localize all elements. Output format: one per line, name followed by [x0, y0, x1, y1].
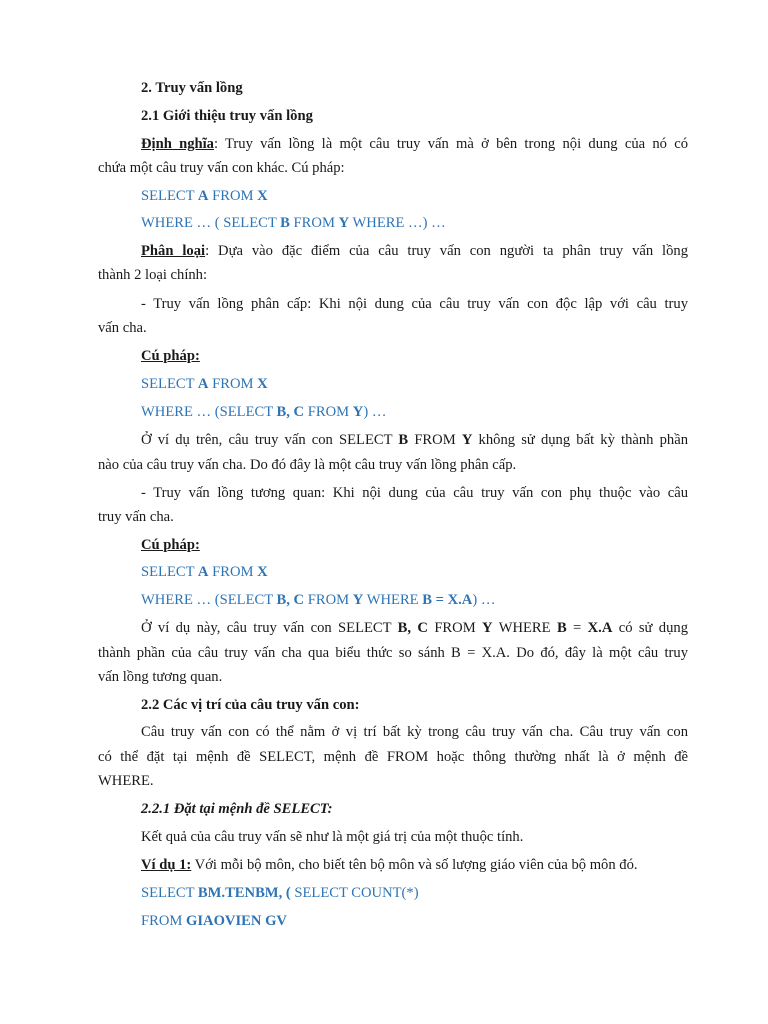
example2-line3: vấn lồng tương quan.: [98, 669, 223, 685]
positions-line3: WHERE.: [98, 773, 154, 789]
syntax-label-1: Cú pháp:: [141, 348, 200, 364]
heading-2: 2. Truy vấn lồng: [141, 80, 243, 96]
type2-line1: - Truy vấn lồng tương quan: Khi nội dung của câu truy vấn con phụ thuộc vào câu: [141, 485, 688, 501]
syntax1-line1: SELECT A FROM X: [141, 188, 268, 204]
heading-2-2: 2.2 Các vị trí của câu truy vấn con:: [141, 697, 360, 713]
result-text: Kết quả của câu truy vấn sẽ như là một giá trị của một thuộc tính.: [141, 829, 524, 845]
type1-line2: vấn cha.: [98, 320, 147, 336]
example1-line2: nào của câu truy vấn cha. Do đó đây là một câu truy vấn lồng phân cấp.: [98, 457, 517, 473]
example2-line1: Ở ví dụ này, câu truy vấn con SELECT B, C FROM Y WHERE B = X.A có sử dụng: [141, 620, 688, 636]
syntax3-line2: WHERE … (SELECT B, C FROM Y WHERE B = X.A) …: [141, 592, 496, 608]
syntax2-line2: WHERE … (SELECT B, C FROM Y) …: [141, 404, 387, 420]
syntax2-line1: SELECT A FROM X: [141, 376, 268, 392]
definition-label: Định nghĩa: [141, 136, 214, 152]
heading-2-1: 2.1 Giới thiệu truy vấn lồng: [141, 108, 313, 124]
syntax4-line1: SELECT BM.TENBM, ( SELECT COUNT(*): [141, 885, 419, 901]
definition-paragraph-line1: Định nghĩa: Truy vấn lồng là một câu truy vấn mà ở bên trong nội dung của nó có: [141, 136, 688, 152]
positions-line2: có thể đặt tại mệnh đề SELECT, mệnh đề FROM hoặc thông thường nhất là ở mệnh đề: [98, 749, 688, 765]
heading-2-2-1: 2.2.1 Đặt tại mệnh đề SELECT:: [141, 801, 333, 817]
classification-line1: Phân loại: Dựa vào đặc điểm của câu truy vấn con người ta phân truy vấn lồng: [141, 243, 688, 259]
syntax-label-2: Cú pháp:: [141, 537, 200, 553]
type2-line2: truy vấn cha.: [98, 509, 174, 525]
example1-line1: Ở ví dụ trên, câu truy vấn con SELECT B FROM Y không sử dụng bất kỳ thành phần: [141, 432, 688, 448]
example2-line2: thành phần của câu truy vấn cha qua biểu thức so sánh B = X.A. Do đó, đây là một câu truy: [98, 645, 688, 661]
vidu1-label: Ví dụ 1:: [141, 857, 192, 873]
classification-line2: thành 2 loại chính:: [98, 267, 208, 283]
syntax3-line1: SELECT A FROM X: [141, 564, 268, 580]
syntax4-line2: FROM GIAOVIEN GV: [141, 913, 287, 929]
positions-line1: Câu truy vấn con có thể nằm ở vị trí bất kỳ trong câu truy vấn cha. Câu truy vấn con: [141, 724, 688, 740]
classification-label: Phân loại: [141, 243, 206, 259]
definition-paragraph-line2: chứa một câu truy vấn con khác. Cú pháp:: [98, 160, 345, 176]
syntax1-line2: WHERE … ( SELECT B FROM Y WHERE …) …: [141, 215, 446, 231]
vidu1-line: Ví dụ 1: Với mỗi bộ môn, cho biết tên bộ môn và số lượng giáo viên của bộ môn đó.: [141, 857, 638, 873]
type1-line1: - Truy vấn lồng phân cấp: Khi nội dung của câu truy vấn con độc lập với câu truy: [141, 296, 688, 312]
